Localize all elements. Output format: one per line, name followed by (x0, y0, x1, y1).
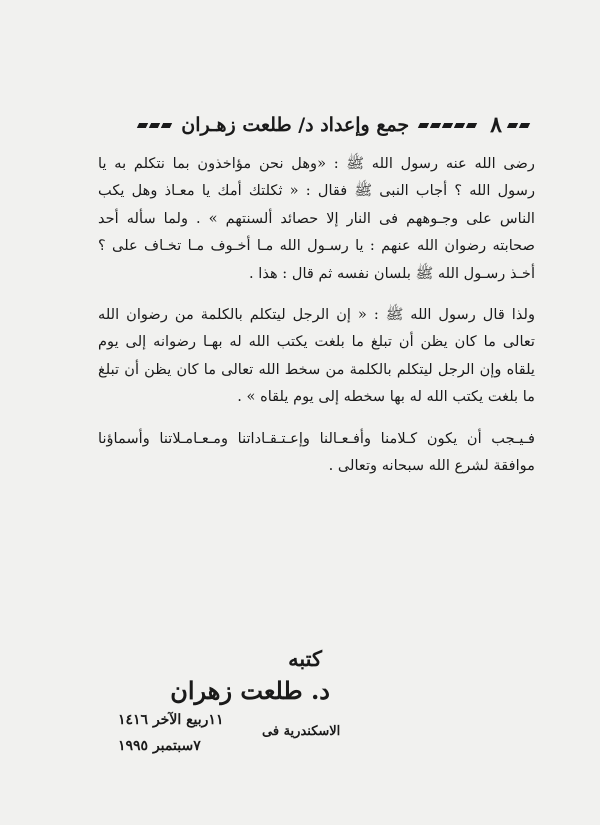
date-hijri: ١١ربيع الآخر ١٤١٦ (118, 712, 224, 728)
paragraph-3: فـيـجب أن يكون كـلامنا وأفـعـالنا وإعـتـقـاداتنا ومـعـامـلاتنا وأسماؤنا موافقة لشرع الله سبحانه وتعالى . (98, 429, 535, 475)
page-header (100, 108, 535, 142)
paragraph-1: رضى الله عنه رسول الله ﷺ : «وهل نحن مؤاخذون بما نتكلم به يا رسول الله ؟ أجاب النبى ﷺ فقال : « ثكلتك أمك يا معـاذ وهل يكب الناس على وجـوههم فى النار إلا حصائد ألسنتهم » . ولما سأله أحد صحابته رضوان الله عنهم : يا رسـول الله مـا أخـوف مـا تخـاف على ؟ أخـذ رسـول الله ﷺ بلسان نفسه ثم قال : هذا . (98, 155, 535, 282)
header-ornament-left (138, 123, 171, 128)
paragraph-2: ولذا قال رسول الله ﷺ : « إن الرجل ليتكلم بالكلمة من رضوان الله تعالى ما كان يظن أن تبلغ ما بلغت يكتب الله له بهـا رضوانه إلى يوم يلقاه وإن الرجل ليتكلم بالكلمة من سخط الله تعالى ما كان يظن أن تبلغ ما بلغت يكتب الله له بها سخطه إلى يوم يلقاه » . (98, 306, 535, 406)
date-gregorian: ٧سبتمبر ١٩٩٥ (118, 738, 201, 754)
signature-place: الاسكندرية فى (262, 724, 341, 739)
header-ornament-right (508, 123, 529, 128)
body-text (98, 150, 535, 479)
header-title: جمع وإعداد د/ طلعت زهـران (181, 114, 410, 136)
header-ornament-middle (419, 123, 476, 128)
page-number: ٨ (490, 112, 502, 138)
signature-name: د. طلعت زهران (170, 676, 330, 705)
signature-title: كتبه (288, 646, 322, 671)
